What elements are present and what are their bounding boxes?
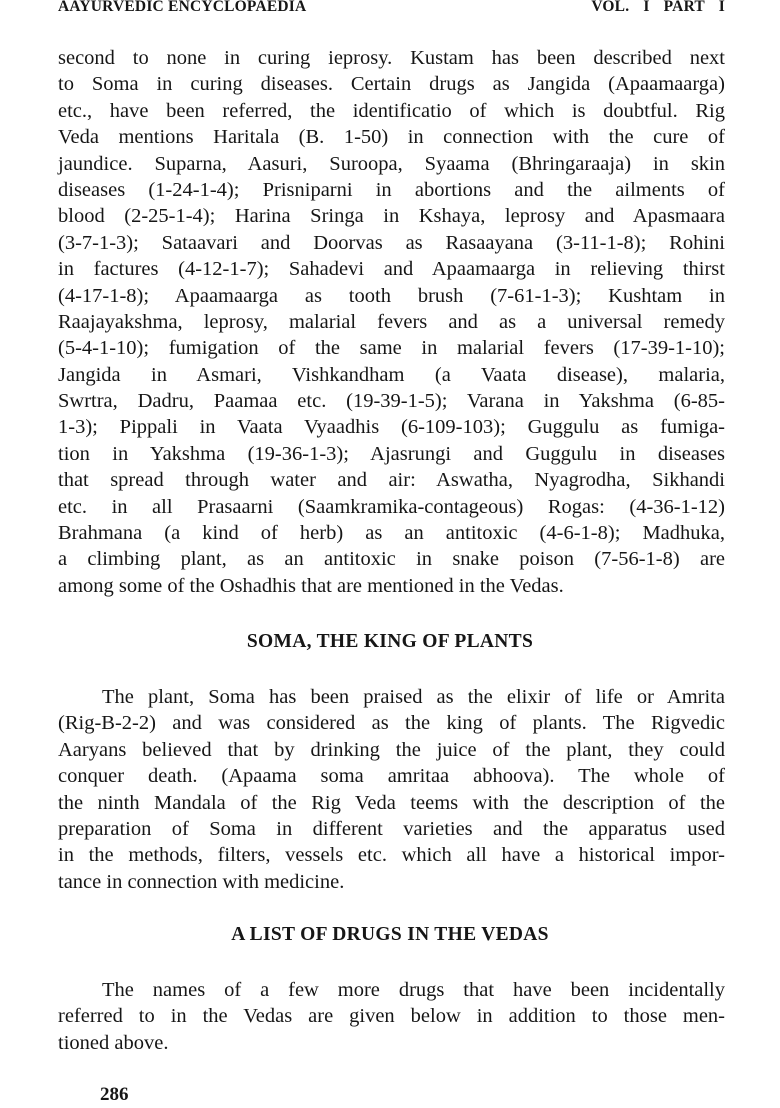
text-line: in factures (4-12-1-7); Sahadevi and Apaamaarga in relieving thirst (58, 258, 725, 281)
text-line: (4-17-1-8); Apaamaarga as tooth brush (7-61-1-3); Kushtam in (58, 284, 725, 307)
text-line: Veda mentions Haritala (B. 1-50) in connection with the cure of (58, 126, 725, 149)
text-line: a climbing plant, as an antitoxic in snake poison (7-56-1-8) are (58, 548, 725, 571)
text-line: etc., have been referred, the identificatio of which is doubtful. Rig (58, 99, 725, 122)
text-line: the ninth Mandala of the Rig Veda teems with the description of the (58, 791, 725, 814)
text-line: (5-4-1-10); fumigation of the same in malarial fevers (17-39-1-10); (58, 337, 725, 360)
text-line: second to none in curing ieprosy. Kustam has been described next (58, 47, 725, 69)
paragraph-drug-list-intro (58, 977, 725, 1056)
running-header-volume: VOL. I PART I (591, 0, 725, 15)
text-line: in the methods, filters, vessels etc. which all have a historical impor- (58, 844, 725, 867)
text-line: 1-3); Pippali in Vaata Vyaadhis (6-109-103); Guggulu as fumiga- (58, 416, 725, 439)
text-line: Aaryans believed that by drinking the juice of the plant, they could (58, 738, 725, 761)
text-line: tance in connection with medicine. (58, 870, 345, 893)
text-line: Brahmana (a kind of herb) as an antitoxic (4-6-1-8); Madhuka, (58, 522, 725, 545)
text-line: tion in Yakshma (19-36-1-3); Ajasrungi and Guggulu in diseases (58, 442, 725, 465)
text-line: (3-7-1-3); Sataavari and Doorvas as Rasaayana (3-11-1-8); Rohini (58, 231, 725, 254)
text-line: conquer death. (Apaama soma amritaa abhoova). The whole of (58, 765, 725, 788)
text-line: Raajayakshma, leprosy, malarial fevers and as a universal remedy (58, 310, 725, 333)
text-line: The names of a few more drugs that have been incidentally (102, 979, 725, 1001)
section-heading-drug-list: A LIST OF DRUGS IN THE VEDAS (231, 924, 549, 945)
text-line: referred to in the Vedas are given below in addition to those men- (58, 1005, 725, 1028)
text-line: preparation of Soma in different varieties and the apparatus used (58, 817, 725, 840)
paragraph-soma (58, 684, 725, 895)
paragraph-oshadhis (58, 45, 725, 599)
text-line: Jangida in Asmari, Vishkandham (a Vaata disease), malaria, (58, 363, 725, 386)
text-line: The plant, Soma has been praised as the elixir of life or Amrita (102, 686, 725, 708)
running-header-title: AAYURVEDIC ENCYCLOPAEDIA (58, 0, 307, 15)
text-line: that spread through water and air: Aswatha, Nyagrodha, Sikhandi (58, 469, 725, 492)
text-line: etc. in all Prasaarni (Saamkramika-contageous) Rogas: (4-36-1-12) (58, 495, 725, 518)
text-line: blood (2-25-1-4); Harina Sringa in Kshaya, leprosy and Apasmaara (58, 205, 725, 228)
text-line: jaundice. Suparna, Aasuri, Suroopa, Syaama (Bhringaraaja) in skin (58, 152, 725, 175)
page-number: 286 (100, 1084, 129, 1105)
text-line: tioned above. (58, 1031, 169, 1054)
section-heading-soma: SOMA, THE KING OF PLANTS (246, 631, 534, 652)
text-line: to Soma in curing diseases. Certain drugs as Jangida (Apaamaarga) (58, 73, 725, 96)
text-line: (Rig-B-2-2) and was considered as the king of plants. The Rigvedic (58, 712, 725, 735)
text-line: diseases (1-24-1-4); Prisniparni in abortions and the ailments of (58, 178, 725, 201)
text-line: among some of the Oshadhis that are mentioned in the Vedas. (58, 574, 564, 597)
text-line: Swrtra, Dadru, Paamaa etc. (19-39-1-5); Varana in Yakshma (6-85- (58, 390, 725, 413)
